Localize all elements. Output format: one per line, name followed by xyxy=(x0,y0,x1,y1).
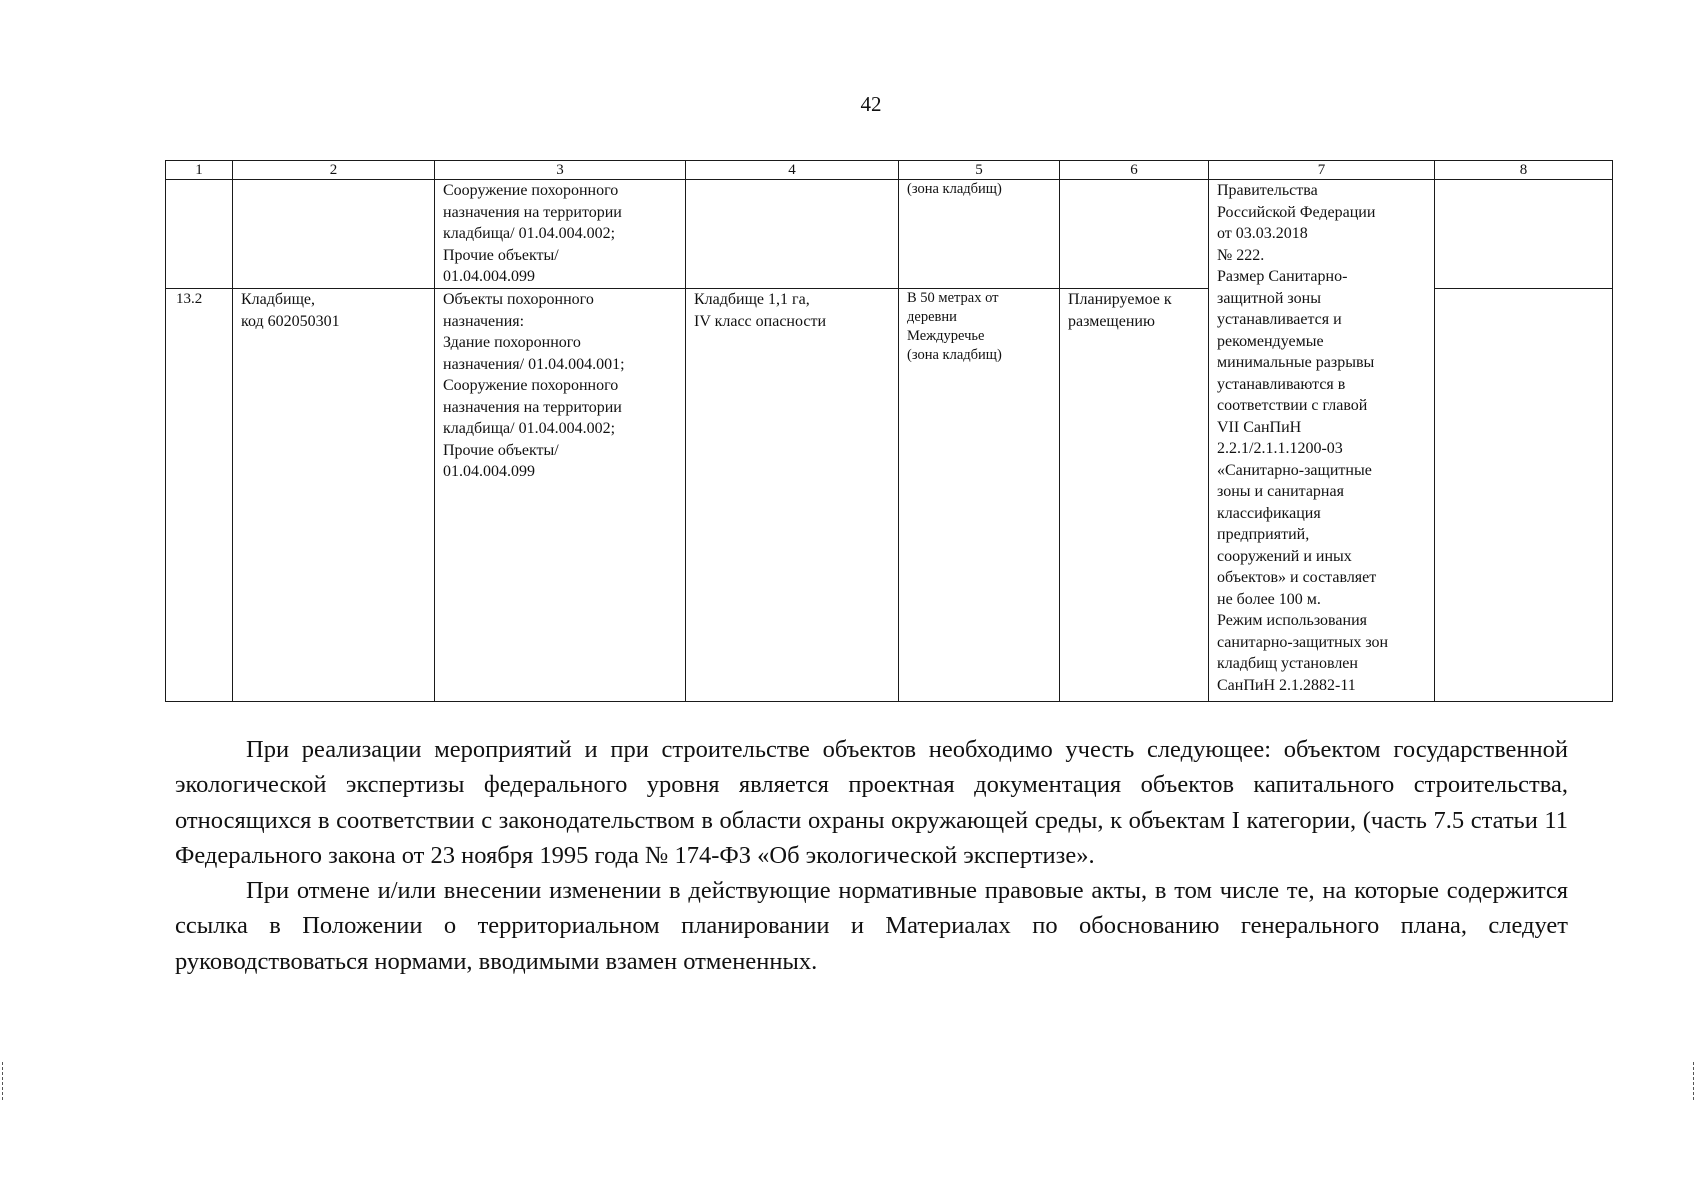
table-cell-objects: Сооружение похоронного назначения на территории кладбища/ 01.04.004.002; Прочие объекты/ 01.04.004.099 xyxy=(435,180,686,289)
objects-table xyxy=(165,160,1613,702)
table-cell-number: 13.2 xyxy=(166,289,233,702)
column-header: 3 xyxy=(435,161,686,180)
table-cell-objects: Объекты похоронного назначения: Здание похоронного назначения/ 01.04.004.001; Сооружение похоронного назначения на территории кладбища/ 01.04.004.002; Прочие объекты/ 01.04.004.099 xyxy=(435,289,686,702)
table-cell-status xyxy=(1060,180,1209,289)
column-header: 7 xyxy=(1209,161,1435,180)
table-header-row xyxy=(166,161,1613,180)
table-cell-notes xyxy=(1435,180,1613,289)
right-margin-mark xyxy=(1693,1062,1694,1100)
table-row-continuation xyxy=(166,180,1613,289)
table-cell-location: В 50 метрах от деревни Междуречье (зона кладбищ) xyxy=(899,289,1060,702)
table-cell-name xyxy=(233,180,435,289)
table-cell-notes xyxy=(1435,289,1613,702)
table-cell-status: Планируемое к размещению xyxy=(1060,289,1209,702)
column-header: 6 xyxy=(1060,161,1209,180)
table-cell-zone-regulations: Правительства Российской Федерации от 03.03.2018 № 222. Размер Санитарно- защитной зоны устанавливается и рекомендуемые минимальные разрывы устанавливаются в соответствии с главой VII СанПиН 2.2.1/2.1.1.1200-03 «Санитарно-защитные зоны и санитарная классификация предприятий, сооружений и иных объектов» и составляет не более 100 м. Режим использования санитарно-защитных зон кладбищ установлен СанПиН 2.1.2882-11 xyxy=(1209,180,1435,702)
column-header: 1 xyxy=(166,161,233,180)
body-text xyxy=(175,732,1568,979)
table-cell-name: Кладбище, код 602050301 xyxy=(233,289,435,702)
table-cell-location: (зона кладбищ) xyxy=(899,180,1060,289)
column-header: 5 xyxy=(899,161,1060,180)
column-header: 4 xyxy=(686,161,899,180)
page-number: 42 xyxy=(860,92,882,116)
table-cell-number xyxy=(166,180,233,289)
left-margin-mark xyxy=(2,1062,3,1100)
column-header: 2 xyxy=(233,161,435,180)
table-cell-characteristics xyxy=(686,180,899,289)
paragraph: При отмене и/или внесении изменении в действующие нормативные правовые акты, в том числе те, на которые содержится ссылка в Положении о территориальном планировании и Материалах по обоснованию генерального плана, следует руководствоваться нормами, вводимыми взамен отмененных. xyxy=(175,877,1568,975)
paragraph: При реализации мероприятий и при строительстве объектов необходимо учесть следующее: объектом государственной экологической экспертизы федерального уровня является проектная документация объектов капитального строительства, относящихся в соответствии с законодательством в области охраны окружающей среды, к объектам I категории, (часть 7.5 статьи 11 Федерального закона от 23 ноября 1995 года № 174-ФЗ «Об экологической экспертизе». xyxy=(175,736,1568,869)
table-cell-characteristics: Кладбище 1,1 га, IV класс опасности xyxy=(686,289,899,702)
column-header: 8 xyxy=(1435,161,1613,180)
